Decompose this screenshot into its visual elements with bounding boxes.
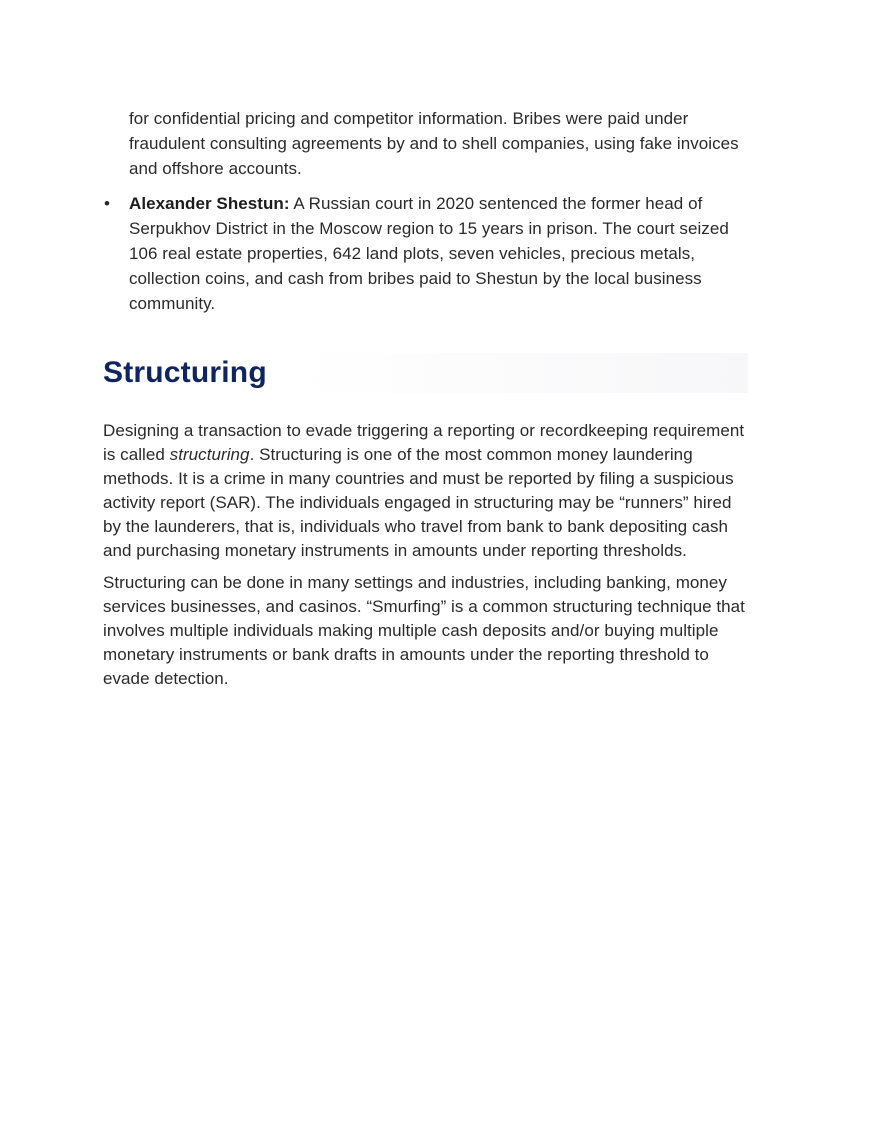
bullet-item-shestun (103, 191, 748, 316)
bullet-marker: • (104, 194, 111, 213)
bullet-text: A Russian court in 2020 sentenced the former head of Serpukhov District in the Moscow region to 15 years in prison. The court seized 106 real estate properties, 642 land plots, seven vehicles, precious metals, collection coins, and cash from bribes paid to Shestun by the local business community. (129, 194, 729, 313)
page-content (103, 106, 748, 691)
continued-bullet-text: for confidential pricing and competitor information. Bribes were paid under fraudulent consulting agreements by and to shell companies, using fake invoices and offshore accounts. (129, 109, 739, 178)
paragraph-1-after: . Structuring is one of the most common money laundering methods. It is a crime in many countries and must be reported by filing a suspicious activity report (SAR). The individuals engaged in structuring may be “runners” hired by the launderers, that is, individuals who travel from bank to bank depositing cash and purchasing monetary instruments in amounts under reporting thresholds. (103, 445, 734, 560)
section-heading: Structuring (103, 356, 267, 389)
case-bullet-list (103, 191, 748, 316)
structuring-paragraph-2: Structuring can be done in many settings and industries, including banking, money services businesses, and casinos. “Smurfing” is a common structuring technique that involves multiple individuals making multiple cash deposits and/or buying multiple monetary instruments or bank drafts in amounts under the reporting threshold to evade detection. (103, 573, 745, 688)
paragraph-1-before: Designing a transaction to evade triggering a reporting or recordkeeping requirement is called (103, 421, 745, 464)
section-heading-band (103, 353, 748, 393)
bullet-name: Alexander Shestun: (129, 194, 290, 213)
paragraph-1-emphasis: structuring (169, 445, 250, 464)
structuring-paragraph-1 (103, 419, 748, 563)
